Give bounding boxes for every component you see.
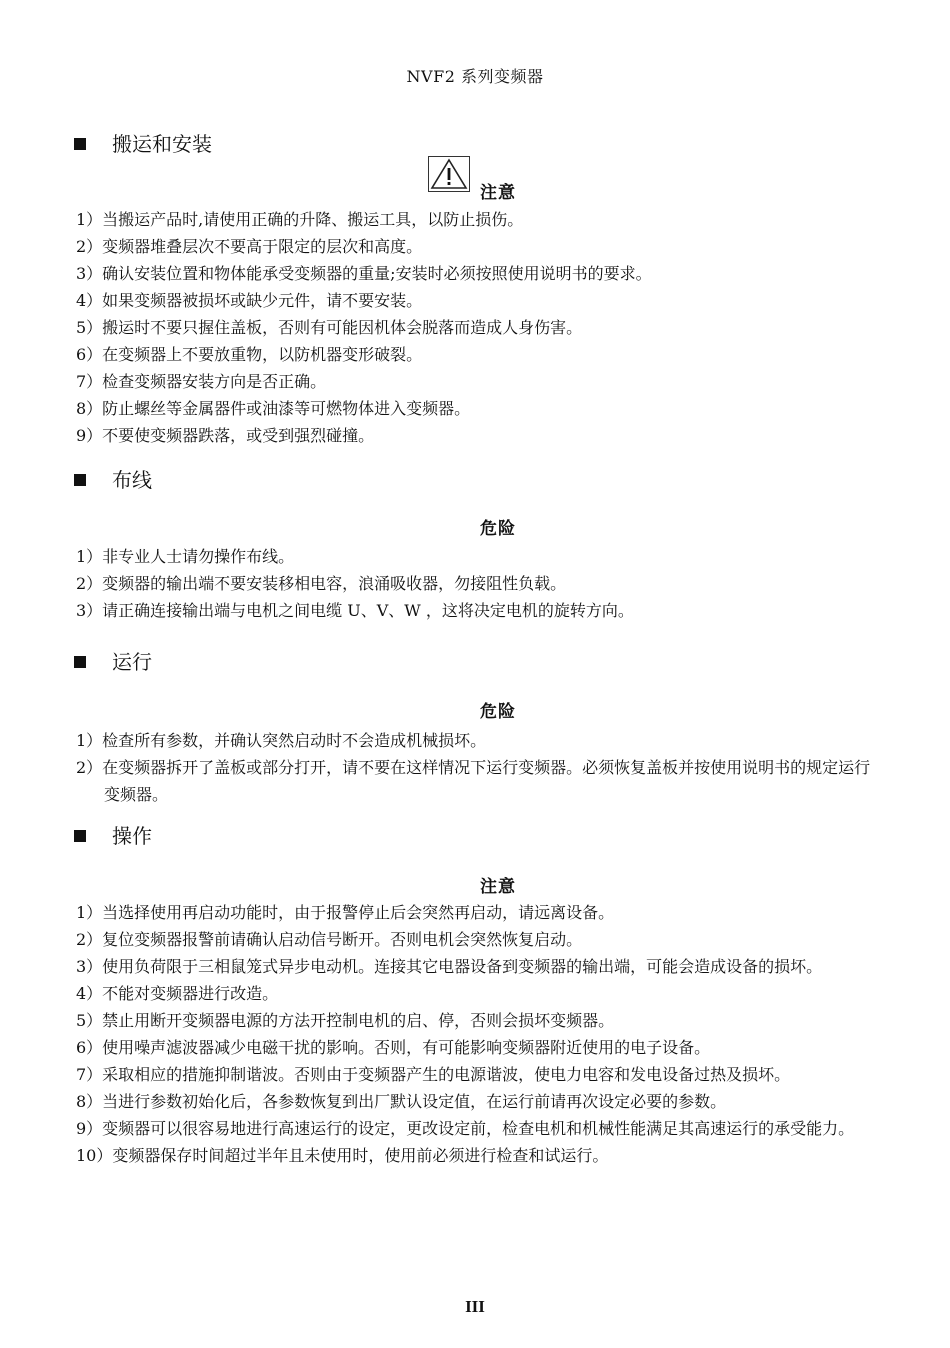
list-item: 4）不能对变频器进行改造。 (76, 984, 279, 1003)
page-number: III (465, 1297, 485, 1316)
section-heading-wiring (74, 468, 152, 492)
list-item: 1）当选择使用再启动功能时，由于报警停止后会突然再启动，请远离设备。 (76, 903, 615, 922)
warning-triangle-icon (428, 156, 470, 192)
running-list (76, 727, 882, 808)
list-item: 8）防止螺丝等金属器件或油漆等可燃物体进入变频器。 (76, 399, 471, 418)
list-item: 5）搬运时不要只握住盖板，否则有可能因机体会脱落而造成人身伤害。 (76, 318, 583, 337)
section-heading-handling (74, 132, 212, 156)
section-title: 操作 (112, 824, 152, 848)
list-item: 3）使用负荷限于三相鼠笼式异步电动机。连接其它电器设备到变频器的输出端，可能会造成设备的损坏。 (76, 957, 823, 976)
list-item: 3）请正确连接输出端与电机之间电缆 U、V、W ，这将决定电机的旋转方向。 (76, 601, 634, 620)
operation-list (76, 899, 882, 1169)
section-title: 运行 (112, 650, 152, 674)
notice-label: 注意 (480, 877, 516, 897)
wiring-list (76, 543, 882, 624)
list-item: 7）采取相应的措施抑制谐波。否则由于变频器产生的电源谐波，使电力电容和发电设备过热及损坏。 (76, 1065, 791, 1084)
page-header-title: NVF2 系列变频器 (406, 67, 544, 86)
bullet-square (74, 138, 86, 150)
section-title: 搬运和安装 (112, 132, 212, 156)
list-item: 10）变频器保存时间超过半年且未使用时，使用前必须进行检查和试运行。 (76, 1146, 609, 1165)
section-title: 布线 (112, 468, 152, 492)
list-item: 1）非专业人士请勿操作布线。 (76, 547, 295, 566)
list-item: 2）变频器堆叠层次不要高于限定的层次和高度。 (76, 237, 423, 256)
list-item: 1）检查所有参数，并确认突然启动时不会造成机械损坏。 (76, 731, 487, 750)
list-item: 2）在变频器拆开了盖板或部分打开，请不要在这样情况下运行变频器。必须恢复盖板并按使用说明书的规定运行变频器。 (76, 758, 871, 804)
list-item: 5）禁止用断开变频器电源的方法开控制电机的启、停，否则会损坏变频器。 (76, 1011, 615, 1030)
list-item: 1）当搬运产品时,请使用正确的升降、搬运工具，以防止损伤。 (76, 210, 524, 229)
danger-label: 危险 (480, 702, 516, 722)
bullet-square (74, 656, 86, 668)
list-item: 4）如果变频器被损坏或缺少元件，请不要安装。 (76, 291, 423, 310)
list-item: 2）复位变频器报警前请确认启动信号断开。否则电机会突然恢复启动。 (76, 930, 583, 949)
section-heading-running (74, 650, 152, 674)
danger-label: 危险 (480, 519, 516, 539)
list-item: 7）检查变频器安装方向是否正确。 (76, 372, 327, 391)
section-heading-operation (74, 824, 152, 848)
list-item: 6）在变频器上不要放重物，以防机器变形破裂。 (76, 345, 423, 364)
handling-list (76, 206, 882, 449)
bullet-square (74, 830, 86, 842)
list-item: 3）确认安装位置和物体能承受变频器的重量;安装时必须按照使用说明书的要求。 (76, 264, 652, 283)
notice-label: 注意 (480, 183, 516, 203)
list-item: 8）当进行参数初始化后，各参数恢复到出厂默认设定值，在运行前请再次设定必要的参数。 (76, 1092, 727, 1111)
list-item: 2）变频器的输出端不要安装移相电容，浪涌吸收器，勿接阻性负载。 (76, 574, 567, 593)
list-item: 9）变频器可以很容易地进行高速运行的设定，更改设定前，检查电机和机械性能满足其高速运行的承受能力。 (76, 1119, 855, 1138)
bullet-square (74, 474, 86, 486)
list-item: 6）使用噪声滤波器减少电磁干扰的影响。否则，有可能影响变频器附近使用的电子设备。 (76, 1038, 711, 1057)
list-item: 9）不要使变频器跌落，或受到强烈碰撞。 (76, 426, 375, 445)
